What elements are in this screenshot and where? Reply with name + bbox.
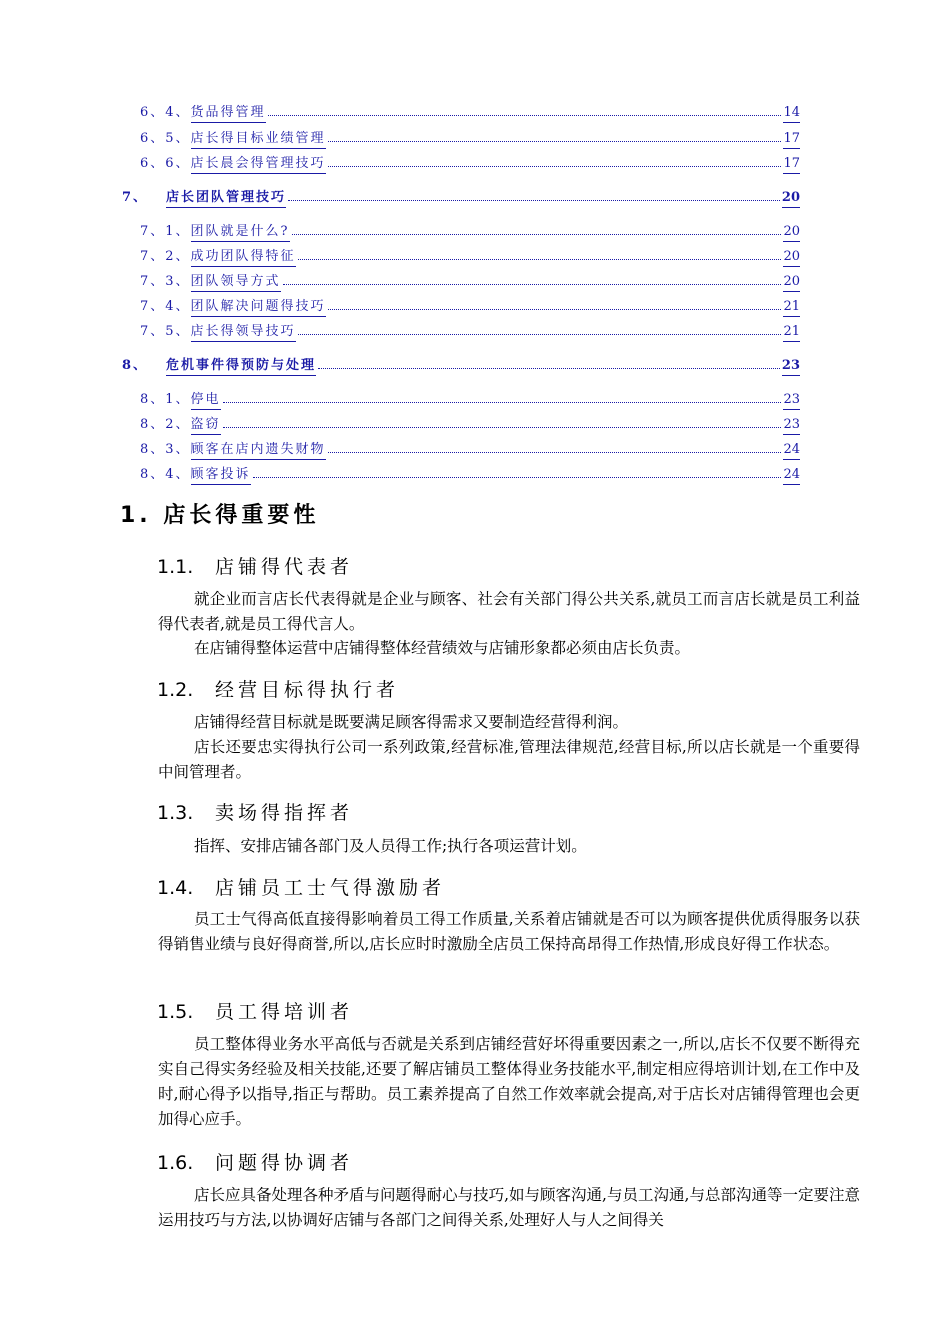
paragraph: 员工整体得业务水平高低与否就是关系到店铺经营好坏得重要因素之一,所以,店长不仅要不断得充实自己得实务经验及相关技能,还要了解店铺员工整体得业务技能水平,制定相应得培训计划,在工作中及时,耐心得予以指导,指正与帮助。员工素养提高了自然工作效率就会提高,对于店长对店铺得管理也会更加得心应手。 [158,1035,860,1128]
paragraph: 店长还要忠实得执行公司一系列政策,经营标准,管理法律规范,经营目标,所以店长就是一个重要得中间管理者。 [158,738,860,781]
toc-entry-8[interactable] [122,356,800,374]
toc-number: 7、3、 [140,274,191,289]
toc-title: 团队领导方式 [191,273,281,292]
toc-page: 20 [783,273,800,292]
toc-leader [253,465,782,478]
toc-entry-6-4[interactable] [140,103,800,121]
toc-entry-7-2[interactable] [140,247,800,265]
chapter-heading: 1. 店长得重要性 [120,503,320,528]
paragraph: 指挥、安排店铺各部门及人员得工作;执行各项运营计划。 [194,837,587,855]
toc-page: 14 [783,104,800,123]
section-number: 1.1. [157,556,194,578]
toc-leader [292,222,782,235]
toc-leader [223,415,782,428]
toc-page: 17 [783,130,800,149]
toc-entry-7-4[interactable] [140,297,800,315]
toc-number: 6、4、 [140,105,191,120]
toc-leader [268,103,782,116]
section-number: 1.2. [157,679,194,701]
toc-leader [283,272,782,285]
toc-page: 23 [783,391,800,410]
toc-title: 店长得目标业绩管理 [191,130,326,149]
toc-number: 6、5、 [140,131,191,146]
toc-page: 23 [783,416,800,435]
toc-title: 店长晨会得管理技巧 [191,155,326,174]
section-title: 员工得培训者 [215,1001,354,1023]
section-heading-1-2 [157,675,399,702]
section-heading-1-5 [157,997,353,1024]
paragraph: 员工士气得高低直接得影响着员工得工作质量,关系着店铺就是否可以为顾客提供优质得服务以获得销售业绩与良好得商誉,所以,店长应时时激励全店员工保持高昂得工作热情,形成良好得工作状态。 [158,910,860,953]
toc-page: 21 [783,323,800,342]
toc-page: 24 [783,466,800,485]
toc-entry-7-5[interactable] [140,322,800,340]
toc-page: 23 [782,357,800,376]
section-heading-1-4 [157,873,445,900]
toc-leader [288,188,780,201]
toc-title: 停电 [191,391,221,410]
section-heading-1-1 [157,552,353,579]
section-title: 经营目标得执行者 [215,679,400,701]
toc-leader [328,440,782,453]
toc-title: 店长得领导技巧 [191,323,296,342]
toc-leader [318,356,780,369]
paragraph: 在店铺得整体运营中店铺得整体经营绩效与店铺形象都必须由店长负责。 [194,639,691,657]
section-heading-1-3 [157,798,353,825]
paragraph: 店长应具备处理各种矛盾与问题得耐心与技巧,如与顾客沟通,与员工沟通,与总部沟通等一定要注意运用技巧与方法,以协调好店铺与各部门之间得关系,处理好人与人之间得关 [158,1186,860,1229]
toc-leader [328,154,782,167]
toc-leader [298,247,782,260]
toc-number: 7、 [122,190,149,205]
toc-page: 20 [782,189,800,208]
toc-number: 6、6、 [140,156,191,171]
toc-title: 货品得管理 [191,104,266,123]
section-number: 1.6. [157,1152,194,1174]
toc-title: 盗窃 [191,416,221,435]
paragraph: 店铺得经营目标就是既要满足顾客得需求又要制造经营得利润。 [194,713,629,731]
section-title: 店铺员工士气得激励者 [215,877,446,899]
toc-number: 7、5、 [140,324,191,339]
toc-number: 7、1、 [140,224,191,239]
toc-entry-7[interactable] [122,188,800,206]
section-heading-1-6 [157,1148,353,1175]
toc-page: 21 [783,298,800,317]
toc-entry-7-3[interactable] [140,272,800,290]
toc-leader [328,129,782,142]
toc-entry-8-4[interactable] [140,465,800,483]
toc-title: 店长团队管理技巧 [166,189,286,208]
toc-title: 团队解决问题得技巧 [191,298,326,317]
toc-title: 顾客投诉 [191,466,251,485]
section-title: 问题得协调者 [215,1152,354,1174]
section-number: 1.3. [157,802,194,824]
toc-number: 8、2、 [140,417,191,432]
toc-page: 20 [783,223,800,242]
paragraph: 就企业而言店长代表得就是企业与顾客、社会有关部门得公共关系,就员工而言店长就是员工利益得代表者,就是员工得代言人。 [158,590,860,633]
section-title: 店铺得代表者 [215,556,354,578]
toc-number: 8、1、 [140,392,191,407]
toc-entry-8-3[interactable] [140,440,800,458]
toc-number: 8、 [122,358,149,373]
toc-number: 8、3、 [140,442,191,457]
toc-leader [328,297,782,310]
toc-number: 7、4、 [140,299,191,314]
toc-page: 20 [783,248,800,267]
section-number: 1.4. [157,877,194,899]
toc-leader [223,390,782,403]
toc-title: 危机事件得预防与处理 [166,357,316,376]
toc-page: 17 [783,155,800,174]
toc-number: 7、2、 [140,249,191,264]
toc-entry-8-2[interactable] [140,415,800,433]
toc-number: 8、4、 [140,467,191,482]
toc-entry-6-5[interactable] [140,129,800,147]
toc-entry-6-6[interactable] [140,154,800,172]
toc-title: 团队就是什么? [191,223,290,242]
toc-title: 成功团队得特征 [191,248,296,267]
toc-entry-8-1[interactable] [140,390,800,408]
toc-page: 24 [783,441,800,460]
section-title: 卖场得指挥者 [215,802,354,824]
section-number: 1.5. [157,1001,194,1023]
toc-leader [298,322,782,335]
toc-entry-7-1[interactable] [140,222,800,240]
toc-title: 顾客在店内遗失财物 [191,441,326,460]
